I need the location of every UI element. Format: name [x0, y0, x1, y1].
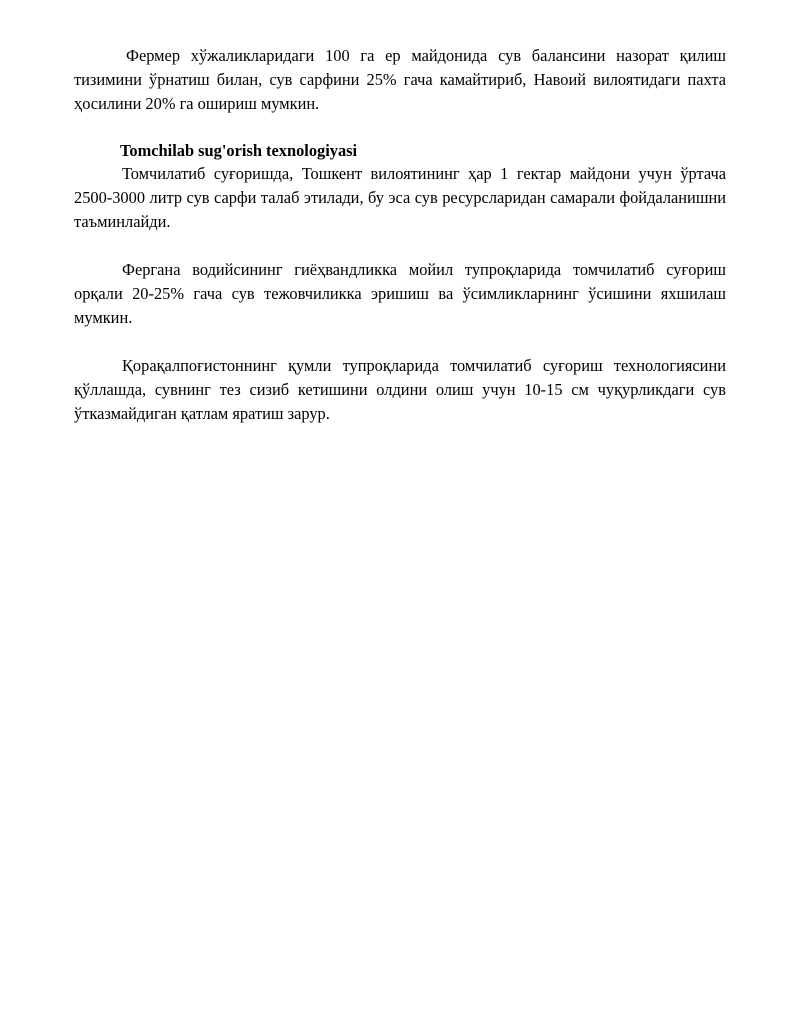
paragraph-tashkent-drip: Томчилатиб суғоришда, Тошкент вилоятининг ҳар 1 гектар майдони учун ўртача 2500-3000 литр сув сарфи талаб этилади, бу эса сув ресурсларидан самарали фойдаланишни таъминлайди.: [74, 164, 726, 231]
paragraph-fergana-drip: Фергана водийсининг гиёҳвандликка мойил тупроқларида томчилатиб суғориш орқали 20-25% гача сув тежовчиликка эришиш ва ўсимликларнинг ўсишини яхшилаш мумкин.: [74, 260, 726, 327]
document-page: [74, 44, 726, 426]
section-heading-drip-irrigation: Tomchilab sug'orish texnologiyasi: [120, 141, 358, 160]
paragraph-karakalpakstan-drip: Қорақалпоғистоннинг қумли тупроқларида томчилатиб суғориш технологиясини қўллашда, сувнинг тез сизиб кетишини олдини олиш учун 10-15 см чуқурликдаги сув ўтказмайдиган қатлам яратиш зарур.: [74, 356, 726, 423]
paragraph-water-balance: Фермер хўжаликларидаги 100 га ер майдонида сув балансини назорат қилиш тизимини ўрнатиш билан, сув сарфини 25% гача камайтириб, Навоий вилоятидаги пахта ҳосилини 20% га ошириш мумкин.: [74, 46, 726, 113]
